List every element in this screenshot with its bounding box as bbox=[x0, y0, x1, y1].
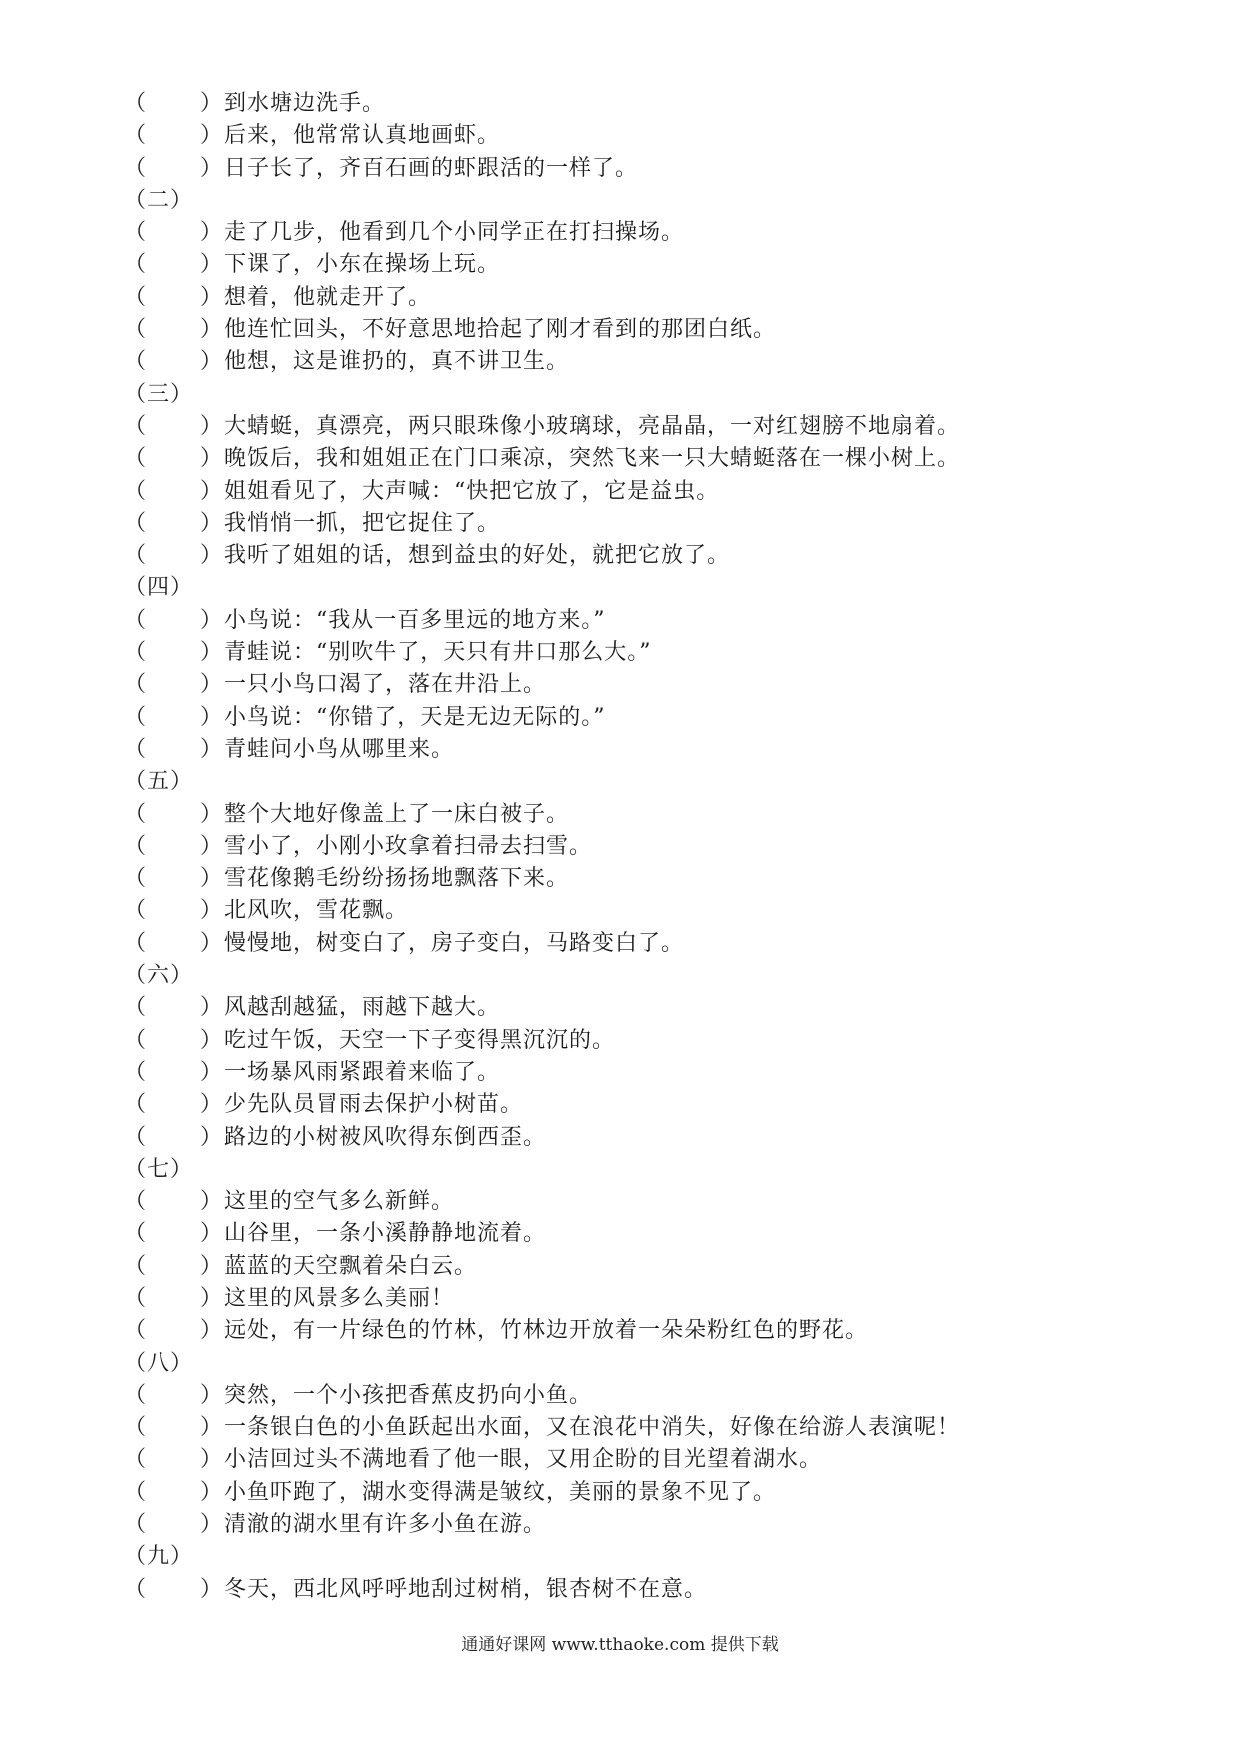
ordering-item bbox=[124, 1089, 1184, 1121]
answer-paren-open: （ bbox=[124, 1512, 147, 1538]
sentence-text: 一场暴风雨紧跟着来临了。 bbox=[224, 1059, 501, 1085]
section-header-text: （八） bbox=[124, 1350, 194, 1376]
answer-paren-open: （ bbox=[124, 833, 147, 859]
ordering-item bbox=[124, 1057, 1184, 1089]
answer-paren-close: ） bbox=[200, 1189, 223, 1215]
sentence-text: 风越刮越猛，雨越下越大。 bbox=[224, 995, 501, 1021]
worksheet-content bbox=[124, 88, 1184, 1606]
ordering-item bbox=[124, 895, 1184, 927]
ordering-item bbox=[124, 346, 1184, 378]
sentence-text: 山谷里，一条小溪静静地流着。 bbox=[224, 1221, 547, 1247]
answer-paren-open: （ bbox=[124, 1382, 147, 1408]
sentence-text: 突然，一个小孩把香蕉皮扔向小鱼。 bbox=[224, 1382, 593, 1408]
answer-paren-close: ） bbox=[200, 833, 223, 859]
answer-paren-close: ） bbox=[200, 1253, 223, 1279]
ordering-item bbox=[124, 249, 1184, 281]
sentence-text: 路边的小树被风吹得东倒西歪。 bbox=[224, 1124, 547, 1150]
section-header bbox=[124, 1154, 1184, 1186]
answer-paren-open: （ bbox=[124, 672, 147, 698]
sentence-text: 蓝蓝的天空飘着朵白云。 bbox=[224, 1253, 478, 1279]
answer-paren-close: ） bbox=[200, 1447, 223, 1473]
ordering-item bbox=[124, 1509, 1184, 1541]
ordering-item bbox=[124, 1251, 1184, 1283]
ordering-item bbox=[124, 1218, 1184, 1250]
answer-paren-open: （ bbox=[124, 866, 147, 892]
section-header-text: （四） bbox=[124, 575, 194, 601]
answer-paren-open: （ bbox=[124, 1447, 147, 1473]
answer-paren-open: （ bbox=[124, 413, 147, 439]
section-header-text: （三） bbox=[124, 381, 194, 407]
answer-paren-open: （ bbox=[124, 123, 147, 149]
answer-paren-close: ） bbox=[200, 736, 223, 762]
sentence-text: 清澈的湖水里有许多小鱼在游。 bbox=[224, 1512, 547, 1538]
sentence-text: 后来，他常常认真地画虾。 bbox=[224, 123, 501, 149]
ordering-item bbox=[124, 1380, 1184, 1412]
answer-paren-close: ） bbox=[200, 607, 223, 633]
ordering-item bbox=[124, 669, 1184, 701]
sentence-text: 我悄悄一抓，把它捉住了。 bbox=[224, 510, 501, 536]
ordering-item bbox=[124, 1574, 1184, 1606]
section-header-text: （二） bbox=[124, 187, 194, 213]
sentence-text: 到水塘边洗手。 bbox=[224, 91, 386, 116]
sentence-text: 小鸟说：“我从一百多里远的地方来。” bbox=[224, 607, 606, 633]
answer-paren-open: （ bbox=[124, 1124, 147, 1150]
ordering-item bbox=[124, 314, 1184, 346]
sentence-text: 整个大地好像盖上了一床白被子。 bbox=[224, 801, 570, 827]
sentence-text: 青蛙问小鸟从哪里来。 bbox=[224, 736, 455, 762]
answer-paren-close: ） bbox=[200, 1221, 223, 1247]
answer-paren-close: ） bbox=[200, 672, 223, 698]
ordering-item bbox=[124, 540, 1184, 572]
sentence-text: 雪小了，小刚小玫拿着扫帚去扫雪。 bbox=[224, 833, 593, 859]
section-header-text: （五） bbox=[124, 769, 194, 795]
answer-paren-open: （ bbox=[124, 704, 147, 730]
ordering-item bbox=[124, 863, 1184, 895]
ordering-item bbox=[124, 1186, 1184, 1218]
answer-paren-close: ） bbox=[200, 704, 223, 730]
ordering-item bbox=[124, 153, 1184, 185]
answer-paren-close: ） bbox=[200, 1092, 223, 1118]
answer-paren-close: ） bbox=[200, 1318, 223, 1344]
answer-paren-open: （ bbox=[124, 1059, 147, 1085]
sentence-text: 北风吹，雪花飘。 bbox=[224, 898, 409, 924]
answer-paren-open: （ bbox=[124, 898, 147, 924]
sentence-text: 冬天，西北风呼呼地刮过树梢，银杏树不在意。 bbox=[224, 1576, 708, 1602]
ordering-item bbox=[124, 928, 1184, 960]
answer-paren-close: ） bbox=[200, 91, 223, 116]
section-header bbox=[124, 1541, 1184, 1573]
answer-paren-close: ） bbox=[200, 1124, 223, 1150]
section-header bbox=[124, 766, 1184, 798]
answer-paren-close: ） bbox=[200, 801, 223, 827]
answer-paren-open: （ bbox=[124, 252, 147, 278]
answer-paren-open: （ bbox=[124, 317, 147, 343]
ordering-item bbox=[124, 1122, 1184, 1154]
answer-paren-open: （ bbox=[124, 1253, 147, 1279]
answer-paren-close: ） bbox=[200, 252, 223, 278]
sentence-text: 这里的风景多么美丽！ bbox=[224, 1285, 455, 1311]
answer-paren-open: （ bbox=[124, 1285, 147, 1311]
answer-paren-open: （ bbox=[124, 478, 147, 504]
ordering-item bbox=[124, 1444, 1184, 1476]
sentence-text: 小鸟说：“你错了，天是无边无际的。” bbox=[224, 704, 606, 730]
ordering-item bbox=[124, 734, 1184, 766]
answer-paren-close: ） bbox=[200, 995, 223, 1021]
answer-paren-open: （ bbox=[124, 801, 147, 827]
answer-paren-close: ） bbox=[200, 1576, 223, 1602]
answer-paren-close: ） bbox=[200, 413, 223, 439]
ordering-item bbox=[124, 282, 1184, 314]
ordering-item bbox=[124, 443, 1184, 475]
sentence-text: 慢慢地，树变白了，房子变白，马路变白了。 bbox=[224, 930, 685, 956]
sentence-text: 大蜻蜓，真漂亮，两只眼珠像小玻璃球，亮晶晶，一对红翅膀不地扇着。 bbox=[224, 413, 961, 439]
section-header bbox=[124, 185, 1184, 217]
answer-paren-close: ） bbox=[200, 510, 223, 536]
answer-paren-close: ） bbox=[200, 220, 223, 246]
answer-paren-close: ） bbox=[200, 543, 223, 569]
sentence-text: 他想，这是谁扔的，真不讲卫生。 bbox=[224, 349, 570, 375]
section-header bbox=[124, 960, 1184, 992]
sentence-text: 想着，他就走开了。 bbox=[224, 284, 432, 310]
ordering-item bbox=[124, 799, 1184, 831]
sentence-text: 吃过午饭，天空一下子变得黑沉沉的。 bbox=[224, 1027, 616, 1053]
answer-paren-close: ） bbox=[200, 1285, 223, 1311]
ordering-item bbox=[124, 476, 1184, 508]
answer-paren-close: ） bbox=[200, 155, 223, 181]
answer-paren-open: （ bbox=[124, 1027, 147, 1053]
sentence-text: 我听了姐姐的话，想到益虫的好处，就把它放了。 bbox=[224, 543, 731, 569]
sentence-text: 小洁回过头不满地看了他一眼，又用企盼的目光望着湖水。 bbox=[224, 1447, 823, 1473]
answer-paren-close: ） bbox=[200, 866, 223, 892]
answer-paren-open: （ bbox=[124, 607, 147, 633]
ordering-item bbox=[124, 1315, 1184, 1347]
ordering-item bbox=[124, 508, 1184, 540]
answer-paren-open: （ bbox=[124, 1415, 147, 1441]
sentence-text: 远处，有一片绿色的竹林，竹林边开放着一朵朵粉红色的野花。 bbox=[224, 1318, 869, 1344]
ordering-item bbox=[124, 605, 1184, 637]
answer-paren-close: ） bbox=[200, 123, 223, 149]
answer-paren-close: ） bbox=[200, 1382, 223, 1408]
answer-paren-open: （ bbox=[124, 1189, 147, 1215]
answer-paren-open: （ bbox=[124, 736, 147, 762]
page-footer: 通通好课网 www.tthaoke.com 提供下载 bbox=[461, 1635, 779, 1655]
answer-paren-close: ） bbox=[200, 640, 223, 666]
answer-paren-close: ） bbox=[200, 1479, 223, 1505]
ordering-item bbox=[124, 1477, 1184, 1509]
ordering-item bbox=[124, 120, 1184, 152]
answer-paren-open: （ bbox=[124, 155, 147, 181]
section-header-text: （六） bbox=[124, 963, 194, 989]
sentence-text: 青蛙说：“别吹牛了，天只有井口那么大。” bbox=[224, 640, 652, 666]
answer-paren-open: （ bbox=[124, 1576, 147, 1602]
sentence-text: 少先队员冒雨去保护小树苗。 bbox=[224, 1092, 524, 1118]
ordering-item bbox=[124, 1025, 1184, 1057]
answer-paren-open: （ bbox=[124, 1479, 147, 1505]
sentence-text: 一只小鸟口渴了，落在井沿上。 bbox=[224, 672, 547, 698]
section-header bbox=[124, 1348, 1184, 1380]
answer-paren-open: （ bbox=[124, 91, 147, 116]
sentence-text: 这里的空气多么新鲜。 bbox=[224, 1189, 455, 1215]
sentence-text: 小鱼吓跑了，湖水变得满是皱纹，美丽的景象不见了。 bbox=[224, 1479, 777, 1505]
answer-paren-close: ） bbox=[200, 1415, 223, 1441]
section-header bbox=[124, 379, 1184, 411]
answer-paren-open: （ bbox=[124, 1318, 147, 1344]
answer-paren-close: ） bbox=[200, 1512, 223, 1538]
ordering-item bbox=[124, 992, 1184, 1024]
answer-paren-open: （ bbox=[124, 1092, 147, 1118]
answer-paren-open: （ bbox=[124, 220, 147, 246]
answer-paren-open: （ bbox=[124, 640, 147, 666]
section-header-text: （九） bbox=[124, 1544, 194, 1570]
sentence-text: 下课了，小东在操场上玩。 bbox=[224, 252, 501, 278]
answer-paren-close: ） bbox=[200, 317, 223, 343]
sentence-text: 姐姐看见了，大声喊：“快把它放了，它是益虫。 bbox=[224, 478, 720, 504]
answer-paren-open: （ bbox=[124, 446, 147, 472]
ordering-item bbox=[124, 1283, 1184, 1315]
sentence-text: 晚饭后，我和姐姐正在门口乘凉，突然飞来一只大蜻蜓落在一棵小树上。 bbox=[224, 446, 961, 472]
section-header bbox=[124, 572, 1184, 604]
ordering-item bbox=[124, 1412, 1184, 1444]
ordering-item bbox=[124, 217, 1184, 249]
sentence-text: 他连忙回头，不好意思地拾起了刚才看到的那团白纸。 bbox=[224, 317, 777, 343]
sentence-text: 雪花像鹅毛纷纷扬扬地飘落下来。 bbox=[224, 866, 570, 892]
answer-paren-open: （ bbox=[124, 543, 147, 569]
ordering-item bbox=[124, 88, 1184, 120]
ordering-item bbox=[124, 702, 1184, 734]
answer-paren-open: （ bbox=[124, 349, 147, 375]
section-header-text: （七） bbox=[124, 1156, 194, 1182]
answer-paren-close: ） bbox=[200, 284, 223, 310]
sentence-text: 走了几步，他看到几个小同学正在打扫操场。 bbox=[224, 220, 685, 246]
answer-paren-open: （ bbox=[124, 1221, 147, 1247]
ordering-item bbox=[124, 831, 1184, 863]
answer-paren-open: （ bbox=[124, 510, 147, 536]
answer-paren-close: ） bbox=[200, 478, 223, 504]
sentence-text: 一条银白色的小鱼跃起出水面，又在浪花中消失，好像在给游人表演呢！ bbox=[224, 1415, 961, 1441]
ordering-item bbox=[124, 411, 1184, 443]
answer-paren-open: （ bbox=[124, 995, 147, 1021]
answer-paren-close: ） bbox=[200, 349, 223, 375]
answer-paren-close: ） bbox=[200, 446, 223, 472]
answer-paren-close: ） bbox=[200, 898, 223, 924]
answer-paren-close: ） bbox=[200, 1059, 223, 1085]
sentence-text: 日子长了，齐百石画的虾跟活的一样了。 bbox=[224, 155, 639, 181]
answer-paren-open: （ bbox=[124, 284, 147, 310]
ordering-item bbox=[124, 637, 1184, 669]
answer-paren-open: （ bbox=[124, 930, 147, 956]
answer-paren-close: ） bbox=[200, 1027, 223, 1053]
answer-paren-close: ） bbox=[200, 930, 223, 956]
